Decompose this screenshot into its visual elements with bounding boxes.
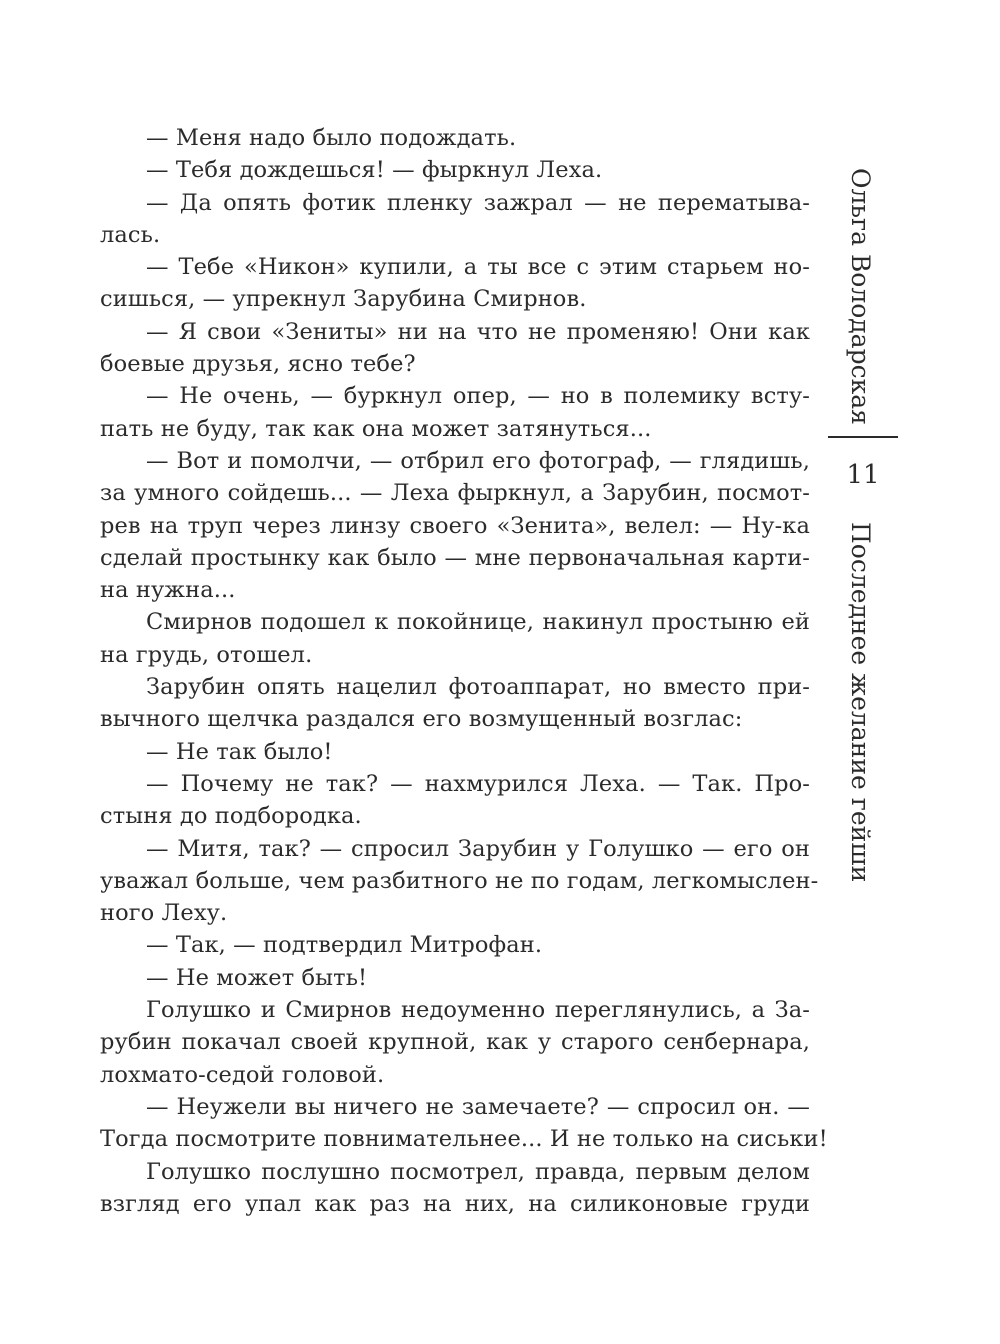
- text-line: на нужна...: [100, 577, 236, 604]
- text-line: — Митя, так? — спросил Зарубин у Голушко — его он: [146, 835, 810, 862]
- text-line: — Тебе «Никон» купили, а ты все с этим старьем но-: [146, 254, 810, 281]
- page-number: 11: [846, 460, 880, 490]
- text-line: Голушко послушно посмотрел, правда, первым делом: [146, 1158, 810, 1185]
- text-line: сишься, — упрекнул Зарубина Смирнов.: [100, 286, 587, 313]
- text-line: пать не буду, так как она может затянуться...: [100, 415, 652, 442]
- text-line: — Не так было!: [146, 738, 333, 765]
- text-line: стыня до подбородка.: [100, 803, 362, 830]
- text-line: — Неужели вы ничего не замечаете? — спросил он. —: [146, 1093, 810, 1120]
- text-line: — Меня надо было подождать.: [146, 125, 517, 151]
- text-line: рубин покачал своей крупной, как у старого сенбернара,: [100, 1029, 810, 1056]
- text-line: ного Леху.: [100, 900, 228, 927]
- header-divider: [828, 436, 898, 438]
- text-line: Смирнов подошел к покойнице, накинул простыню ей: [146, 609, 810, 636]
- text-line: на грудь, отошел.: [100, 641, 313, 668]
- text-line: сделай простынку как было — мне первоначальная карти-: [100, 544, 810, 571]
- text-line: за умного сойдешь... — Леха фыркнул, а Зарубин, посмот-: [100, 480, 810, 507]
- author-name: Ольга Володарская: [846, 168, 875, 425]
- text-line: вычного щелчка раздался его возмущенный возглас:: [100, 706, 743, 733]
- text-line: — Почему не так? — нахмурился Леха. — Так. Про-: [146, 770, 810, 797]
- text-line: уважал больше, чем разбитного не по годам, легкомыслен-: [100, 867, 819, 894]
- text-line: — Так, — подтвердил Митрофан.: [146, 932, 543, 959]
- text-line: Голушко и Смирнов недоуменно переглянулись, а За-: [146, 997, 810, 1024]
- text-line: взгляд его упал как раз на них, на силиконовые груди: [100, 1190, 810, 1217]
- body-text: [100, 122, 828, 1220]
- text-line: лась.: [100, 221, 161, 248]
- text-line: рев на труп через линзу своего «Зенита», велел: — Ну-ка: [100, 512, 810, 539]
- text-line: лохмато-седой головой.: [100, 1061, 385, 1088]
- text-line: Зарубин опять нацелил фотоаппарат, но вместо при-: [146, 674, 810, 701]
- text-line: — Не очень, — буркнул опер, — но в полемику всту-: [146, 383, 810, 410]
- text-line: — Я свои «Зениты» ни на что не променяю! Они как: [146, 318, 810, 345]
- text-line: — Не может быть!: [146, 964, 368, 991]
- text-line: — Вот и помолчи, — отбрил его фотограф, — глядишь,: [146, 447, 810, 474]
- text-line: Тогда посмотрите повнимательнее... И не только на сиськи!: [100, 1126, 828, 1153]
- text-line: боевые друзья, ясно тебе?: [100, 351, 416, 378]
- book-title: Последнее желание гейши: [846, 522, 875, 883]
- running-head: [806, 140, 916, 900]
- text-line: — Тебя дождешься! — фыркнул Леха.: [146, 157, 603, 184]
- text-line: — Да опять фотик пленку зажрал — не перематыва-: [146, 189, 810, 216]
